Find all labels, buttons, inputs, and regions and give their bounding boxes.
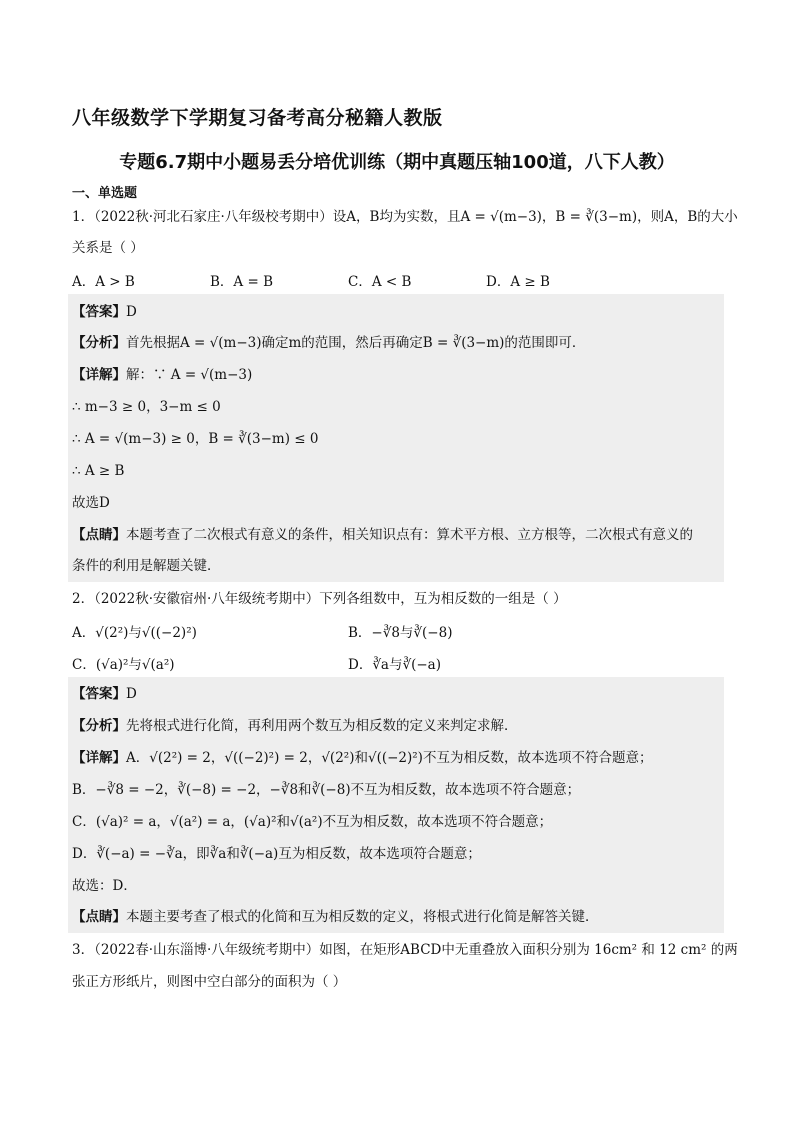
q1-detail-line4: ∴ A ≥ B	[72, 463, 125, 479]
q2-detail-line3: C．(√a)² = a，√(a²) = a，(√a)²和√(a²)不互为相反数，故本选项不符合题意；	[72, 814, 553, 830]
q2-stem: 2．（2022秋·安徽宿州·八年级统考期中）下列各组数中，互为相反数的一组是（ ）	[72, 591, 567, 607]
section-heading: 一、单选题	[72, 186, 138, 201]
q3-stem-line1: 3．（2022春·山东淄博·八年级统考期中）如图，在矩形ABCD中无重叠放入面积分别为 16cm² 和 12 cm² 的两	[72, 942, 738, 958]
q1-option-c: C．A < B	[348, 274, 412, 290]
q2-analysis: 【分析】先将根式进行化简，再利用两个数互为相反数的定义来判定求解．	[72, 718, 518, 734]
q2-detail-line5: 故选：D．	[72, 878, 137, 894]
series-header: 八年级数学下学期复习备考高分秘籍人教版	[72, 107, 443, 129]
q2-option-d: D．∛a与∛(−a)	[348, 657, 441, 673]
q1-detail-line5: 故选D	[72, 495, 110, 511]
q2-option-b: B．−∛8与∛(−8)	[348, 625, 453, 641]
q2-detail-line1: 【详解】A．√(2²) = 2，√((−2)²) = 2，√(2²)和√((−2)²)不互为相反数，故本选项不符合题意；	[72, 750, 653, 766]
q1-comment-line2: 条件的利用是解题关键．	[72, 558, 221, 574]
q1-detail-line1: 【详解】解：∵ A = √(m−3)	[72, 367, 253, 383]
q1-stem-line1: 1．（2022秋·河北石家庄·八年级校考期中）设A，B均为实数，且A = √(m−3)，B = ∛(3−m)，则A，B的大小	[72, 209, 738, 225]
q1-comment-line1: 【点睛】本题考查了二次根式有意义的条件，相关知识点有：算术平方根、立方根等，二次根式有意义的	[72, 527, 693, 543]
q2-comment: 【点睛】本题主要考查了根式的化简和互为相反数的定义，将根式进行化简是解答关键．	[72, 909, 599, 925]
q2-option-a: A．√(2²)与√((−2)²)	[72, 625, 197, 641]
q1-option-d: D．A ≥ B	[486, 274, 550, 290]
q1-option-b: B．A = B	[210, 274, 273, 290]
q2-option-c: C．(√a)²与√(a²)	[72, 657, 175, 673]
q1-detail-line3: ∴ A = √(m−3) ≥ 0，B = ∛(3−m) ≤ 0	[72, 431, 319, 447]
q1-detail-line2: ∴ m−3 ≥ 0，3−m ≤ 0	[72, 399, 221, 415]
q2-answer: 【答案】D	[72, 686, 137, 702]
page-title: 专题6.7期中小题易丢分培优训练（期中真题压轴100道，八下人教）	[119, 152, 675, 173]
q3-stem-line2: 张正方形纸片，则图中空白部分的面积为（ ）	[72, 974, 347, 990]
q2-detail-line4: D．∛(−a) = −∛a，即∛a和∛(−a)互为相反数，故本选项符合题意；	[72, 846, 481, 862]
q1-option-a: A．A > B	[72, 274, 135, 290]
q1-stem-line2: 关系是（ ）	[72, 240, 144, 256]
q1-analysis: 【分析】首先根据A = √(m−3)确定m的范围，然后再确定B = ∛(3−m)的范围即可．	[72, 335, 586, 351]
q1-answer: 【答案】D	[72, 304, 137, 320]
q2-detail-line2: B．−∛8 = −2，∛(−8) = −2，−∛8和∛(−8)不互为相反数，故本选项不符合题意；	[72, 782, 581, 798]
